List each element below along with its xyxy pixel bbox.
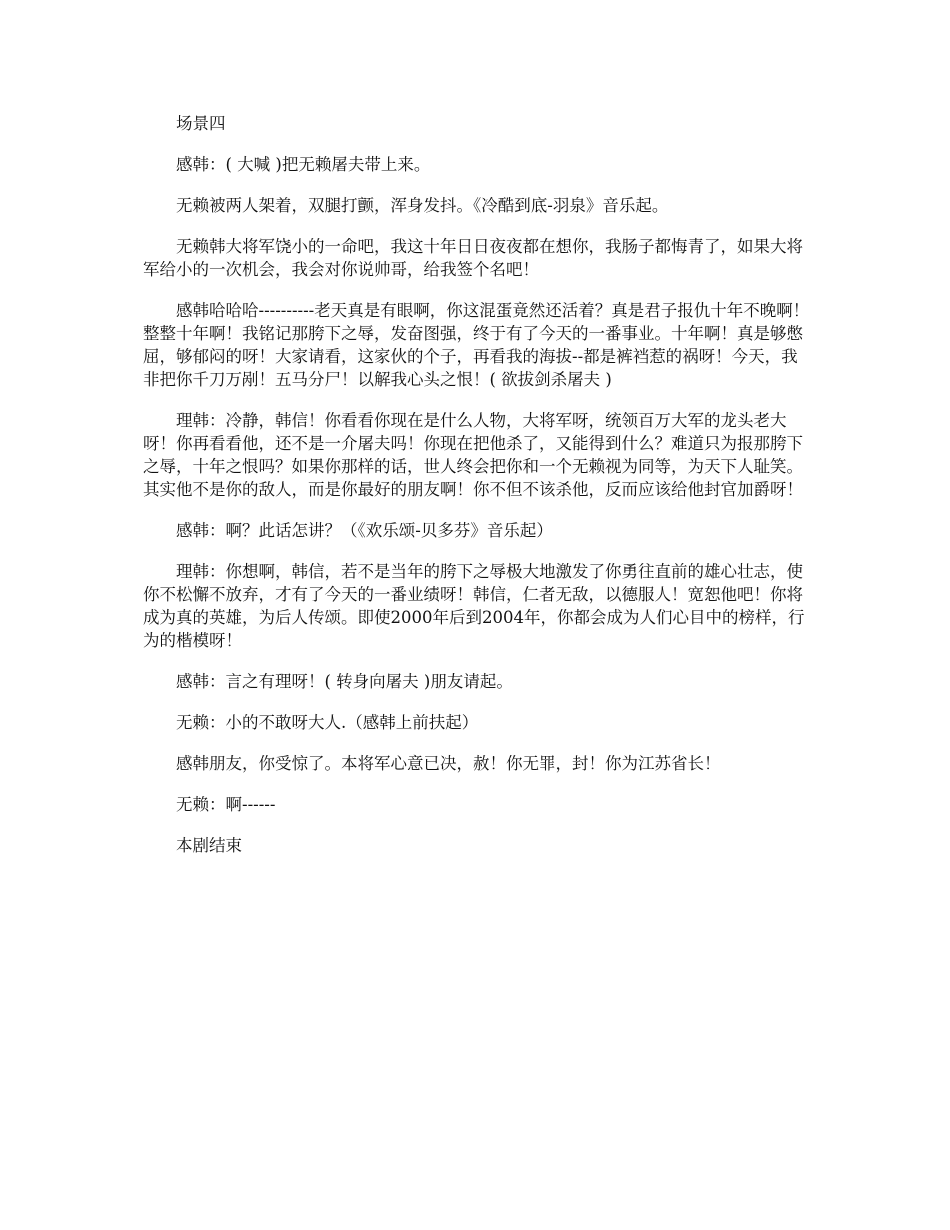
dialogue-paragraph: 感韩：( 大喊 )把无赖屠夫带上来。 xyxy=(176,155,431,174)
dialogue-paragraph: 无赖：小的不敢呀大人.（感韩上前扶起） xyxy=(176,713,479,732)
ending-line: 本剧结束 xyxy=(176,836,242,855)
scene-heading: 场景四 xyxy=(176,114,226,133)
dialogue-paragraph: 感韩：啊？此话怎讲？（《欢乐颂-贝多芬》音乐起） xyxy=(176,521,553,540)
dialogue-paragraph: 理韩：冷静，韩信！你看看你现在是什么人物，大将军呀，统领百万大军的龙头老大呀！你再看看他，还不是一介屠夫吗！你现在把他杀了，又能得到什么？难道只为报那胯下之辱，十年之恨吗？如果你那样的话，世人终会把你和一个无赖视为同等，为天下人耻笑。其实他不是你的敌人，而是你最好的朋友啊！你不但不该杀他，反而应该给他封官加爵呀！ xyxy=(143,411,803,499)
dialogue-paragraph: 感韩：言之有理呀！( 转身向屠夫 )朋友请起。 xyxy=(176,672,513,691)
dialogue-paragraph: 无赖韩大将军饶小的一命吧，我这十年日日夜夜都在想你，我肠子都悔青了，如果大将军给小的一次机会，我会对你说帅哥，给我签个名吧！ xyxy=(143,237,803,279)
dialogue-paragraph: 感韩朋友，你受惊了。本将军心意已决，赦！你无罪，封！你为江苏省长！ xyxy=(176,754,721,773)
dialogue-paragraph: 无赖：啊------ xyxy=(176,795,276,814)
dialogue-paragraph: 理韩：你想啊，韩信，若不是当年的胯下之辱极大地激发了你勇往直前的雄心壮志，使你不松懈不放弃，才有了今天的一番业绩呀！韩信，仁者无敌，以德服人！宽恕他吧！你将成为真的英雄，为后人传颂。即使2000年后到2004年，你都会成为人们心目中的榜样，行为的楷模呀！ xyxy=(143,562,805,650)
document-page xyxy=(143,112,811,875)
stage-direction-paragraph: 无赖被两人架着，双腿打颤，浑身发抖。《冷酷到底-羽泉》音乐起。 xyxy=(176,196,669,215)
dialogue-paragraph: 感韩哈哈哈----------老天真是有眼啊，你这混蛋竟然还活着？真是君子报仇十年不晚啊！整整十年啊！我铭记那胯下之辱，发奋图强，终于有了今天的一番事业。十年啊！真是够憋屈，够郁闷的呀！大家请看，这家伙的个子，再看我的海拔--都是裤裆惹的祸呀！今天，我非把你千刀万剐！五马分尸！以解我心头之恨！( 欲拔剑杀屠夫 ) xyxy=(143,301,810,389)
